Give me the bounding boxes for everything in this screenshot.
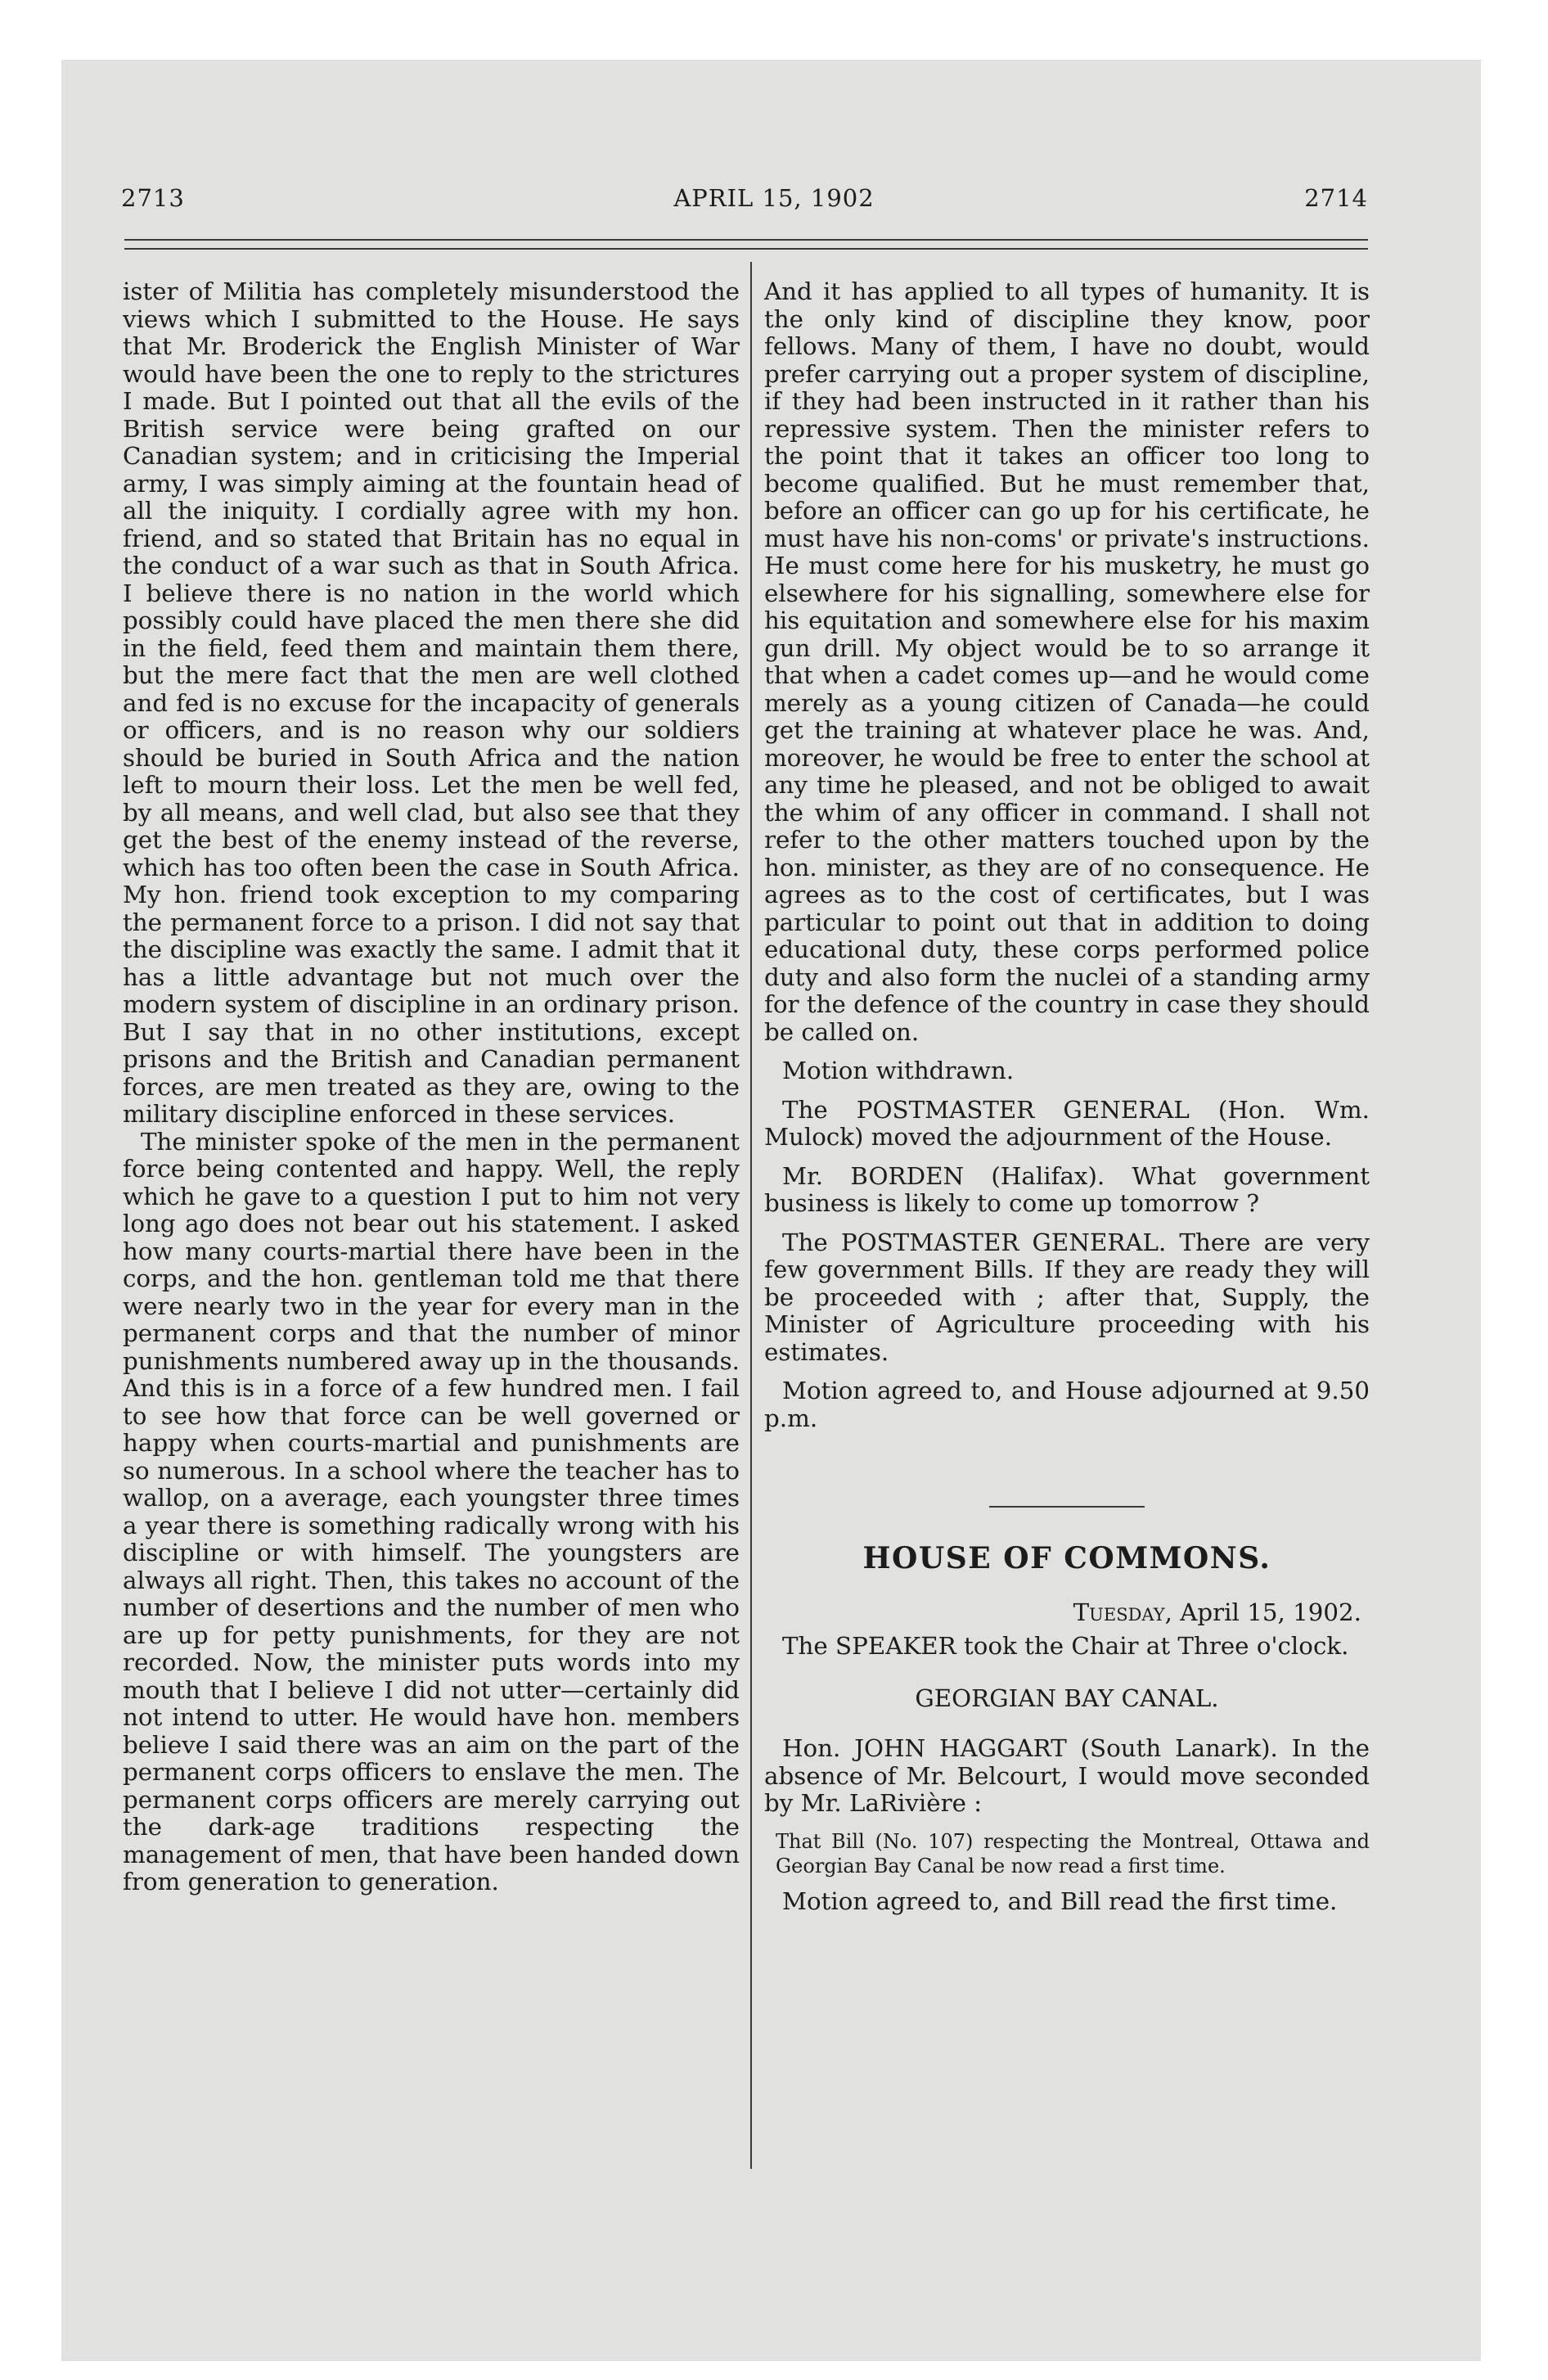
motion-text: That Bill (No. 107) respecting the Montreal, Ottawa and Georgian Bay Canal be now read a first time. (776, 1829, 1370, 1877)
dateline (764, 1599, 1370, 1627)
bill-read-first-time: Motion agreed to, and Bill read the first time. (782, 1886, 1338, 1915)
haggart-motion: Hon. JOHN HAGGART (South Lanark). In the absence of Mr. Belcourt, I would move seconded by Mr. LaRivière : (764, 1734, 1370, 1817)
borden-question: Mr. BORDEN (Halifax). What government business is likely to come up tomorrow ? (764, 1161, 1370, 1217)
section-title: HOUSE OF COMMONS. (862, 1541, 1271, 1575)
dateline-day: Tuesday, (1073, 1598, 1172, 1626)
motion-text-block (764, 1829, 1370, 1878)
right-column (764, 278, 1370, 1915)
postmaster-reply: The POSTMASTER GENERAL. There are very few government Bills. If they are ready they will be proceeded with ; after that, Supply, the Minister of Agriculture proceeding with his estimates. (764, 1228, 1370, 1366)
left-paragraph-1: ister of Militia has completely misunderstood the views which I submitted to the House. He says that Mr. Broderick the English Minister of War would have been the one to reply to the strictures I made. But I pointed out that all the evils of the British service were being grafted on our Canadian system; and in criticising the Imperial army, I was simply aiming at the fountain head of all the iniquity. I cordially agree with my hon. friend, and so stated that Britain has no equal in the conduct of a war such as that in South Africa. I believe there is no nation in the world which possibly could have placed the men there she did in the field, feed them and maintain them there, but the mere fact that the men are well clothed and fed is no excuse for the incapacity of generals or officers, and is no reason why our soldiers should be buried in South Africa and the nation left to mourn their loss. Let the men be well fed, by all means, and well clad, but also see that they get the best of the enemy instead of the reverse, which has too often been the case in South Africa. My hon. friend took exception to my comparing the permanent force to a prison. I did not say that the discipline was exactly the same. I admit that it has a little advantage but not much over the modern system of discipline in an ordinary prison. But I say that in no other institutions, except prisons and the British and Canadian permanent forces, are men treated as they are, owing to the military discipline enforced in these services. (123, 277, 740, 1128)
speaker-chair: The SPEAKER took the Chair at Three o'clock. (782, 1632, 1349, 1660)
page-date: APRIL 15, 1902 (673, 184, 875, 212)
house-adjourned: Motion agreed to, and House adjourned at 9.50 p.m. (764, 1377, 1370, 1432)
section-divider (989, 1506, 1145, 1508)
right-page-number: 2714 (1304, 184, 1368, 212)
subheading: GEORGIAN BAY CANAL. (915, 1684, 1219, 1712)
postmaster-motion: The POSTMASTER GENERAL (Hon. Wm. Mulock) moved the adjournment of the House. (764, 1095, 1370, 1151)
left-paragraph-2: The minister spoke of the men in the permanent force being contented and happy. Well, the reply which he gave to a question I put to him not very long ago does not bear out his statement. I asked how many courts-martial there have been in the corps, and the hon. gentleman told me that there were nearly two in the year for every man in the permanent corps and that the number of minor punishments numbered away up in the thousands. And this is in a force of a few hundred men. I fail to see how that force can be well governed or happy when courts-martial and punishments are so numerous. In a school where the teacher has to wallop, on a average, each youngster three times a year there is something radically wrong with his discipline or with himself. The youngsters are always all right. Then, this takes no account of the number of desertions and the number of men who are up for petty punishments, for they are not recorded. Now, the minister puts words into my mouth that I believe I did not utter—certainly did not intend to utter. He would have hon. members believe I said there was an aim on the part of the permanent corps officers to enslave the men. The permanent corps officers are merely carrying out the dark-age traditions respecting the management of men, that have been handed down from generation to generation. (123, 1127, 740, 1895)
dateline-date: April 15, 1902. (1172, 1598, 1361, 1626)
left-page-number: 2713 (121, 184, 185, 212)
header-rule-bottom (124, 248, 1368, 250)
left-column (123, 278, 740, 1896)
header-rule-top (124, 239, 1368, 241)
motion-withdrawn: Motion withdrawn. (782, 1057, 1015, 1084)
right-paragraph-1: And it has applied to all types of humanity. It is the only kind of discipline they know, poor fellows. Many of them, I have no doubt, would prefer carrying out a proper system of discipline, if they had been instructed in it rather than his repressive system. Then the minister refers to the point that it takes an officer too long to become qualified. But he must remember that, before an officer can go up for his certificate, he must have his non-coms' or private's instructions. He must come here for his musketry, he must go elsewhere for his signalling, somewhere else for his equitation and somewhere else for his maxim gun drill. My object would be to so arrange it that when a cadet comes up—and he would come merely as a young citizen of Canada—he could get the training at whatever place he was. And, moreover, he would be free to enter the school at any time he pleased, and not be obliged to await the whim of any officer in command. I shall not refer to the other matters touched upon by the hon. minister, as they are of no consequence. He agrees as to the cost of certificates, but I was particular to point out that in addition to doing educational duty, these corps performed police duty and also form the nuclei of a standing army for the defence of the country in case they should be called on. (764, 277, 1370, 1046)
column-divider (750, 262, 752, 2169)
